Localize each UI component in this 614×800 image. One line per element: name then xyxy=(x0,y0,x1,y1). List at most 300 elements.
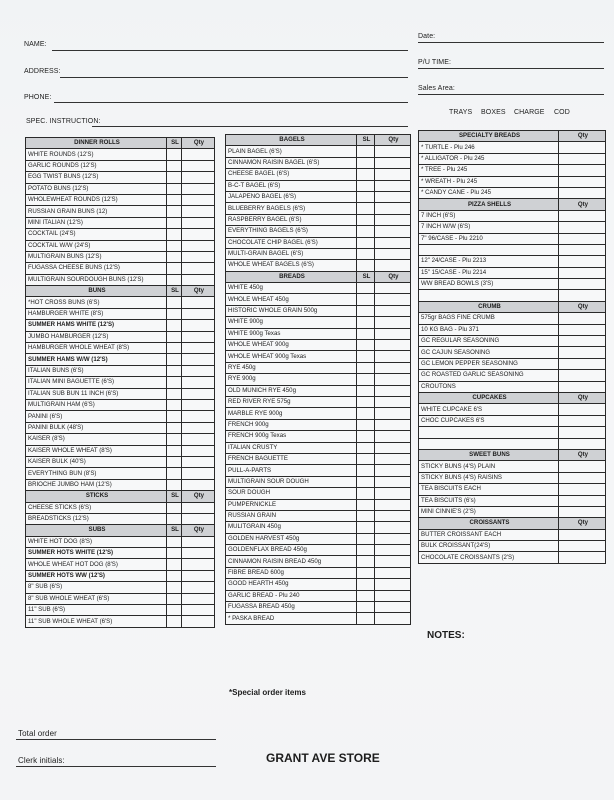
sl-cell[interactable] xyxy=(357,294,375,305)
section-title: SPECIALTY BREADS xyxy=(419,131,559,142)
sl-cell[interactable] xyxy=(357,146,375,157)
item-row xyxy=(226,248,411,259)
sl-cell[interactable] xyxy=(167,411,182,422)
qty-cell[interactable] xyxy=(375,203,411,214)
qty-cell[interactable] xyxy=(182,513,215,524)
item-label: 7 INCH (6'S) xyxy=(419,210,559,221)
sl-cell[interactable] xyxy=(167,206,182,217)
item-label: * PASKA BREAD xyxy=(226,613,357,624)
sl-header: SL xyxy=(167,138,182,149)
qty-cell[interactable] xyxy=(182,422,215,433)
qty-cell[interactable] xyxy=(375,157,411,168)
qty-cell[interactable] xyxy=(559,279,606,290)
qty-cell[interactable] xyxy=(375,545,411,556)
sl-cell[interactable] xyxy=(357,567,375,578)
sl-cell[interactable] xyxy=(167,399,182,410)
spec-instruction-field[interactable] xyxy=(92,126,408,127)
qty-cell[interactable] xyxy=(559,370,606,381)
sl-cell[interactable] xyxy=(357,442,375,453)
section-header xyxy=(419,131,606,142)
section-title: STICKS xyxy=(26,491,167,502)
qty-cell[interactable] xyxy=(182,217,215,228)
item-row xyxy=(419,336,606,347)
item-label: 7 INCH W/W (6'S) xyxy=(419,222,559,233)
sl-cell[interactable] xyxy=(357,510,375,521)
section-header xyxy=(226,271,411,282)
qty-header: Qty xyxy=(559,449,606,460)
item-row xyxy=(419,222,606,233)
sl-cell[interactable] xyxy=(357,317,375,328)
qty-cell[interactable] xyxy=(182,331,215,342)
qty-cell[interactable] xyxy=(182,149,215,160)
item-row xyxy=(226,191,411,202)
qty-cell[interactable] xyxy=(375,362,411,373)
item-row xyxy=(26,297,215,308)
qty-cell[interactable] xyxy=(559,256,606,267)
qty-cell[interactable] xyxy=(559,472,606,483)
item-row xyxy=(419,358,606,369)
sl-cell[interactable] xyxy=(167,377,182,388)
qty-cell[interactable] xyxy=(559,552,606,563)
item-row xyxy=(226,522,411,533)
item-row xyxy=(26,513,215,524)
sl-cell[interactable] xyxy=(167,354,182,365)
item-label xyxy=(419,244,559,255)
sl-cell[interactable] xyxy=(357,157,375,168)
qty-cell[interactable] xyxy=(559,495,606,506)
table-bagels-breads xyxy=(225,134,411,625)
qty-cell[interactable] xyxy=(559,165,606,176)
sl-cell[interactable] xyxy=(167,479,182,490)
sl-cell[interactable] xyxy=(167,434,182,445)
qty-cell[interactable] xyxy=(559,142,606,153)
sl-cell[interactable] xyxy=(357,180,375,191)
sl-cell[interactable] xyxy=(167,548,182,559)
sl-cell[interactable] xyxy=(167,149,182,160)
qty-cell[interactable] xyxy=(182,274,215,285)
sl-cell[interactable] xyxy=(357,579,375,590)
qty-cell[interactable] xyxy=(375,590,411,601)
item-label xyxy=(419,438,559,449)
sl-cell[interactable] xyxy=(167,217,182,228)
item-label: WHITE 900g xyxy=(226,317,357,328)
item-label: B-C-T BAGEL (6'S) xyxy=(226,180,357,191)
sl-cell[interactable] xyxy=(357,408,375,419)
sl-cell[interactable] xyxy=(167,616,182,627)
sl-cell[interactable] xyxy=(167,456,182,467)
qty-cell[interactable] xyxy=(182,445,215,456)
sl-cell[interactable] xyxy=(357,351,375,362)
option-charge[interactable]: CHARGE xyxy=(514,109,545,116)
sl-cell[interactable] xyxy=(357,522,375,533)
item-row xyxy=(26,559,215,570)
item-row xyxy=(226,556,411,567)
qty-cell[interactable] xyxy=(375,237,411,248)
qty-cell[interactable] xyxy=(559,404,606,415)
item-row xyxy=(26,149,215,160)
special-order-note: *Special order items xyxy=(229,688,306,697)
qty-cell[interactable] xyxy=(375,556,411,567)
sl-header: SL xyxy=(167,286,182,297)
spec-instruction-label: SPEC. INSTRUCTION: xyxy=(26,118,101,125)
sl-cell[interactable] xyxy=(357,499,375,510)
item-row xyxy=(226,488,411,499)
qty-cell[interactable] xyxy=(182,616,215,627)
section-header xyxy=(419,392,606,403)
qty-cell[interactable] xyxy=(375,191,411,202)
qty-cell[interactable] xyxy=(559,267,606,278)
sales-area-label: Sales Area: xyxy=(418,85,455,92)
item-row xyxy=(26,502,215,513)
sl-cell[interactable] xyxy=(167,468,182,479)
option-trays[interactable]: TRAYS xyxy=(449,109,473,116)
qty-cell[interactable] xyxy=(375,396,411,407)
sl-cell[interactable] xyxy=(357,214,375,225)
qty-cell[interactable] xyxy=(375,146,411,157)
qty-cell[interactable] xyxy=(182,194,215,205)
option-cod[interactable]: COD xyxy=(554,109,570,116)
sl-cell[interactable] xyxy=(357,556,375,567)
item-row xyxy=(26,479,215,490)
qty-cell[interactable] xyxy=(182,354,215,365)
item-row xyxy=(419,256,606,267)
item-label: WHITE ROUNDS (12'S) xyxy=(26,149,167,160)
item-label: MULITGRAIN 450g xyxy=(226,522,357,533)
sl-cell[interactable] xyxy=(357,453,375,464)
sl-cell[interactable] xyxy=(357,191,375,202)
qty-cell[interactable] xyxy=(182,263,215,274)
qty-cell[interactable] xyxy=(182,343,215,354)
qty-cell[interactable] xyxy=(182,297,215,308)
section-title: CUPCAKES xyxy=(419,392,559,403)
qty-cell[interactable] xyxy=(375,510,411,521)
qty-cell[interactable] xyxy=(182,548,215,559)
item-row xyxy=(26,399,215,410)
phone-field[interactable] xyxy=(54,102,408,103)
qty-cell[interactable] xyxy=(182,479,215,490)
sl-cell[interactable] xyxy=(357,396,375,407)
item-row xyxy=(419,313,606,324)
qty-cell[interactable] xyxy=(182,377,215,388)
sales-area-field[interactable] xyxy=(418,94,604,95)
item-label: 10 KG BAG - Plu 371 xyxy=(419,324,559,335)
sl-cell[interactable] xyxy=(167,308,182,319)
item-row xyxy=(26,354,215,365)
sl-cell[interactable] xyxy=(167,263,182,274)
item-row xyxy=(419,484,606,495)
item-row xyxy=(419,176,606,187)
sl-cell[interactable] xyxy=(357,465,375,476)
qty-cell[interactable] xyxy=(559,313,606,324)
pickup-time-field[interactable] xyxy=(418,68,604,69)
sl-cell[interactable] xyxy=(357,385,375,396)
qty-cell[interactable] xyxy=(182,434,215,445)
qty-cell[interactable] xyxy=(559,427,606,438)
qty-cell[interactable] xyxy=(559,506,606,517)
qty-cell[interactable] xyxy=(559,290,606,301)
sl-cell[interactable] xyxy=(357,305,375,316)
sl-header: SL xyxy=(167,525,182,536)
sl-cell[interactable] xyxy=(357,613,375,624)
qty-cell[interactable] xyxy=(559,244,606,255)
item-row xyxy=(226,328,411,339)
qty-cell[interactable] xyxy=(182,605,215,616)
section-title: SUBS xyxy=(26,525,167,536)
sl-cell[interactable] xyxy=(357,328,375,339)
qty-cell[interactable] xyxy=(375,226,411,237)
sl-cell[interactable] xyxy=(357,533,375,544)
item-label: * TREE - Plu 245 xyxy=(419,165,559,176)
item-label: * WREATH - Plu 245 xyxy=(419,176,559,187)
item-row xyxy=(226,237,411,248)
qty-cell[interactable] xyxy=(375,522,411,533)
sl-cell[interactable] xyxy=(167,331,182,342)
qty-cell[interactable] xyxy=(375,579,411,590)
qty-cell[interactable] xyxy=(182,320,215,331)
qty-cell[interactable] xyxy=(375,602,411,613)
item-label: RYE 900g xyxy=(226,374,357,385)
qty-cell[interactable] xyxy=(559,187,606,198)
qty-cell[interactable] xyxy=(375,613,411,624)
sl-cell[interactable] xyxy=(357,248,375,259)
qty-cell[interactable] xyxy=(559,324,606,335)
item-label: EGG TWIST BUNS (12'S) xyxy=(26,172,167,183)
sl-cell[interactable] xyxy=(167,160,182,171)
item-row xyxy=(26,582,215,593)
item-row xyxy=(226,602,411,613)
sl-cell[interactable] xyxy=(167,582,182,593)
qty-cell[interactable] xyxy=(375,317,411,328)
item-row xyxy=(419,165,606,176)
qty-cell[interactable] xyxy=(375,283,411,294)
qty-cell[interactable] xyxy=(559,529,606,540)
qty-cell[interactable] xyxy=(182,240,215,251)
qty-cell[interactable] xyxy=(375,374,411,385)
qty-cell[interactable] xyxy=(559,336,606,347)
qty-cell[interactable] xyxy=(375,305,411,316)
qty-cell[interactable] xyxy=(375,442,411,453)
qty-cell[interactable] xyxy=(375,260,411,271)
qty-cell[interactable] xyxy=(375,533,411,544)
item-row xyxy=(419,279,606,290)
sl-cell[interactable] xyxy=(357,283,375,294)
item-label: GOLDENFLAX BREAD 450g xyxy=(226,545,357,556)
qty-cell[interactable] xyxy=(559,210,606,221)
item-row xyxy=(26,536,215,547)
qty-cell[interactable] xyxy=(375,294,411,305)
item-label: GARLIC ROUNDS (12'S) xyxy=(26,160,167,171)
qty-cell[interactable] xyxy=(182,183,215,194)
sl-cell[interactable] xyxy=(167,388,182,399)
item-label: ITALIAN BUNS (6'S) xyxy=(26,365,167,376)
sl-cell[interactable] xyxy=(357,590,375,601)
sl-cell[interactable] xyxy=(167,593,182,604)
sl-cell[interactable] xyxy=(167,297,182,308)
sl-cell[interactable] xyxy=(357,169,375,180)
qty-cell[interactable] xyxy=(559,541,606,552)
item-row xyxy=(419,347,606,358)
item-label: SUMMER HAMS WHITE (12'S) xyxy=(26,320,167,331)
sl-cell[interactable] xyxy=(357,374,375,385)
qty-cell[interactable] xyxy=(559,438,606,449)
item-row xyxy=(226,351,411,362)
qty-cell[interactable] xyxy=(559,176,606,187)
clerk-initials-label: Clerk initials: xyxy=(18,756,65,765)
qty-cell[interactable] xyxy=(375,488,411,499)
qty-cell[interactable] xyxy=(375,431,411,442)
sl-cell[interactable] xyxy=(357,419,375,430)
sl-cell[interactable] xyxy=(167,320,182,331)
qty-cell[interactable] xyxy=(182,570,215,581)
qty-cell[interactable] xyxy=(559,415,606,426)
qty-cell[interactable] xyxy=(375,340,411,351)
qty-cell[interactable] xyxy=(182,251,215,262)
item-label: PUMPERNICKLE xyxy=(226,499,357,510)
total-order-field[interactable] xyxy=(16,739,216,740)
item-row xyxy=(226,340,411,351)
date-field[interactable] xyxy=(418,42,604,43)
item-row xyxy=(26,388,215,399)
item-label: FUGASSA BREAD 450g xyxy=(226,602,357,613)
sl-cell[interactable] xyxy=(167,502,182,513)
item-row xyxy=(419,187,606,198)
qty-cell[interactable] xyxy=(182,593,215,604)
qty-cell[interactable] xyxy=(559,484,606,495)
store-name: GRANT AVE STORE xyxy=(266,751,380,765)
qty-cell[interactable] xyxy=(375,351,411,362)
sl-cell[interactable] xyxy=(167,570,182,581)
qty-cell[interactable] xyxy=(559,381,606,392)
sl-cell[interactable] xyxy=(357,260,375,271)
sl-cell[interactable] xyxy=(357,545,375,556)
qty-cell[interactable] xyxy=(182,160,215,171)
qty-cell[interactable] xyxy=(375,408,411,419)
sl-cell[interactable] xyxy=(167,240,182,251)
item-label: RED RIVER RYE 575g xyxy=(226,396,357,407)
qty-cell[interactable] xyxy=(182,308,215,319)
sl-cell[interactable] xyxy=(357,226,375,237)
item-label: KAISER WHOLE WHEAT (8'S) xyxy=(26,445,167,456)
item-label: WHOLE WHEAT 900g Texas xyxy=(226,351,357,362)
qty-cell[interactable] xyxy=(182,559,215,570)
sl-cell[interactable] xyxy=(167,274,182,285)
total-order-label: Total order xyxy=(18,729,57,738)
sl-cell[interactable] xyxy=(357,203,375,214)
qty-cell[interactable] xyxy=(375,328,411,339)
sl-cell[interactable] xyxy=(357,488,375,499)
sl-cell[interactable] xyxy=(167,172,182,183)
qty-cell[interactable] xyxy=(559,461,606,472)
qty-cell[interactable] xyxy=(375,419,411,430)
item-row xyxy=(226,453,411,464)
sl-cell[interactable] xyxy=(357,237,375,248)
qty-cell[interactable] xyxy=(375,180,411,191)
address-field[interactable] xyxy=(60,77,408,78)
item-label: CINNAMON RAISIN BAGEL (6'S) xyxy=(226,157,357,168)
qty-cell[interactable] xyxy=(375,499,411,510)
qty-cell[interactable] xyxy=(182,468,215,479)
sl-cell[interactable] xyxy=(167,343,182,354)
item-label: HISTORIC WHOLE GRAIN 500g xyxy=(226,305,357,316)
sl-cell[interactable] xyxy=(167,183,182,194)
name-field[interactable] xyxy=(52,50,408,51)
item-row xyxy=(26,456,215,467)
item-label: SUMMER HOTS WHITE (12'S) xyxy=(26,548,167,559)
sl-cell[interactable] xyxy=(357,602,375,613)
item-row xyxy=(226,590,411,601)
item-label: SOUR DOUGH xyxy=(226,488,357,499)
sl-cell[interactable] xyxy=(167,559,182,570)
sl-cell[interactable] xyxy=(167,365,182,376)
sl-cell[interactable] xyxy=(167,422,182,433)
qty-cell[interactable] xyxy=(559,358,606,369)
qty-cell[interactable] xyxy=(182,388,215,399)
qty-cell[interactable] xyxy=(375,453,411,464)
sl-cell[interactable] xyxy=(357,431,375,442)
item-label: SUMMER HAMS W/W (12'S) xyxy=(26,354,167,365)
item-label: ITALIAN SUB BUN 11 INCH (6'S) xyxy=(26,388,167,399)
qty-cell[interactable] xyxy=(182,399,215,410)
sl-cell[interactable] xyxy=(167,445,182,456)
item-label: FRENCH BAGUETTE xyxy=(226,453,357,464)
qty-cell[interactable] xyxy=(375,567,411,578)
qty-cell[interactable] xyxy=(375,476,411,487)
qty-cell[interactable] xyxy=(182,206,215,217)
item-row xyxy=(226,294,411,305)
item-label: ITALIAN CRUSTY xyxy=(226,442,357,453)
item-label: PANINI (6'S) xyxy=(26,411,167,422)
qty-cell[interactable] xyxy=(182,411,215,422)
sl-cell[interactable] xyxy=(167,536,182,547)
sl-cell[interactable] xyxy=(357,340,375,351)
qty-cell[interactable] xyxy=(182,502,215,513)
qty-cell[interactable] xyxy=(559,222,606,233)
phone-label: PHONE: xyxy=(24,94,52,101)
qty-cell[interactable] xyxy=(375,169,411,180)
item-row xyxy=(26,217,215,228)
sl-cell[interactable] xyxy=(357,476,375,487)
item-label: WHITE 900g Texas xyxy=(226,328,357,339)
qty-cell[interactable] xyxy=(375,385,411,396)
option-boxes[interactable]: BOXES xyxy=(481,109,506,116)
item-label: EVERYTHING BUN (8'S) xyxy=(26,468,167,479)
item-row xyxy=(26,274,215,285)
qty-cell[interactable] xyxy=(559,153,606,164)
item-label: WW BREAD BOWLS (3'S) xyxy=(419,279,559,290)
item-row xyxy=(26,422,215,433)
sl-cell[interactable] xyxy=(357,362,375,373)
qty-cell[interactable] xyxy=(182,456,215,467)
qty-cell[interactable] xyxy=(182,172,215,183)
qty-cell[interactable] xyxy=(182,536,215,547)
qty-cell[interactable] xyxy=(182,365,215,376)
qty-cell[interactable] xyxy=(375,214,411,225)
item-label: PLAIN BAGEL (6'S) xyxy=(226,146,357,157)
clerk-initials-field[interactable] xyxy=(16,766,216,767)
sl-cell[interactable] xyxy=(167,605,182,616)
sl-cell[interactable] xyxy=(167,194,182,205)
qty-cell[interactable] xyxy=(375,248,411,259)
sl-cell[interactable] xyxy=(167,513,182,524)
qty-cell[interactable] xyxy=(559,233,606,244)
qty-cell[interactable] xyxy=(375,465,411,476)
qty-cell[interactable] xyxy=(559,347,606,358)
sl-cell[interactable] xyxy=(167,229,182,240)
item-label: JUMBO HAMBURGER (12'S) xyxy=(26,331,167,342)
sl-cell[interactable] xyxy=(167,251,182,262)
qty-cell[interactable] xyxy=(182,582,215,593)
qty-cell[interactable] xyxy=(182,229,215,240)
